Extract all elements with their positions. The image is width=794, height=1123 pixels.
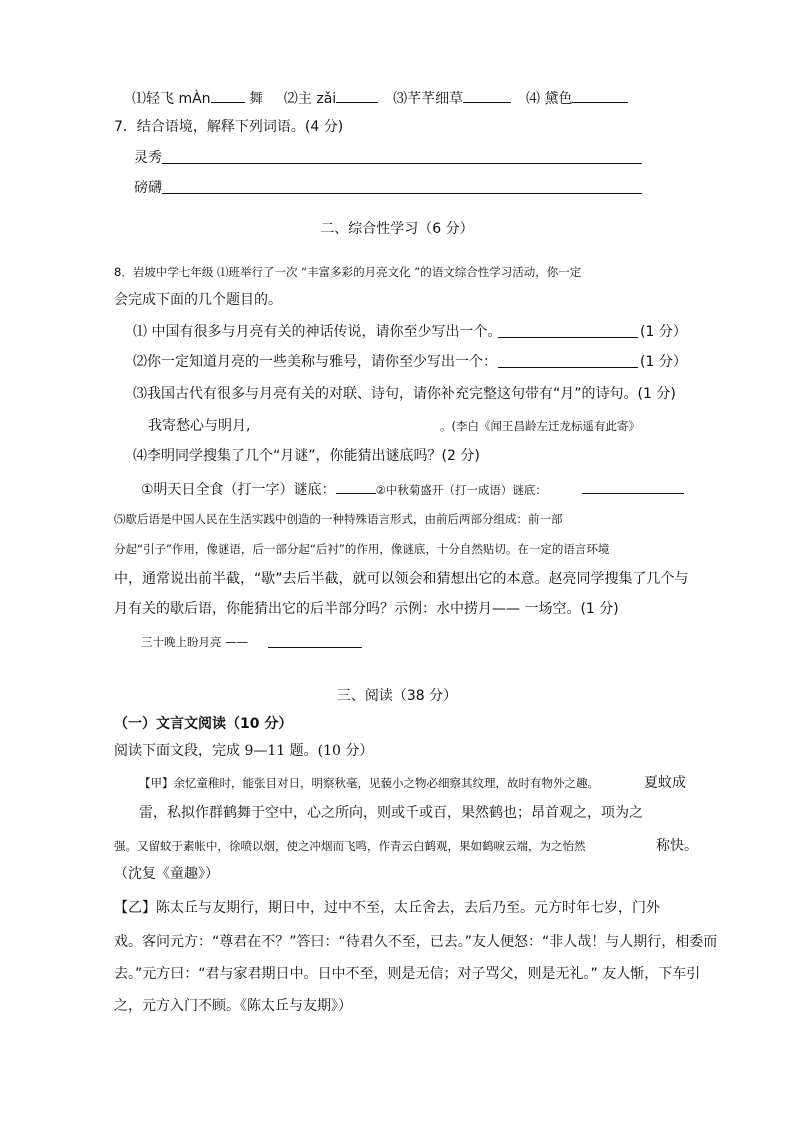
passage-jia-line1a: 【甲】余忆童稚时，能张目对日，明察秋毫，见藐小之物必细察其纹理，故时有物外之趣。 bbox=[139, 776, 599, 790]
q6-item1-suffix: 舞 bbox=[249, 91, 263, 107]
q7-term2-answer-line[interactable] bbox=[162, 193, 642, 194]
passage-jia-line2: 雷，私拟作群鹤舞于空中，心之所向，则或千或百，果然鹤也；昂首观之，项为之 bbox=[139, 805, 643, 821]
q7-term1-answer-line[interactable] bbox=[162, 163, 642, 164]
q8-riddle2-answer-line[interactable] bbox=[582, 493, 684, 494]
q8-sub1-score: (1 分） bbox=[640, 324, 687, 340]
q6-item1-blank[interactable] bbox=[211, 87, 245, 103]
passage-jia-line3b: 称快。 bbox=[656, 838, 698, 854]
q8-sub1-answer-line[interactable] bbox=[498, 337, 638, 338]
q6-item2-blank[interactable] bbox=[336, 87, 378, 103]
q6-item2-label: ⑵主 zǎi bbox=[283, 91, 337, 107]
q8-sub5-answer-line[interactable] bbox=[268, 647, 362, 648]
q8-sub4-riddles bbox=[141, 478, 547, 500]
q8-sub3-source: 。(李白《闻王昌龄左迁龙标遥有此寄》 bbox=[440, 419, 640, 433]
passage-yi-line1: 【乙】陈太丘与友期行，期日中，过中不至，太丘舍去，去后乃至。元方时年七岁，门外 bbox=[114, 900, 660, 916]
q8-sub1: ⑴ 中国有很多与月亮有关的神话传说，请你至少写出一个。 bbox=[133, 324, 502, 340]
q8-sub4: ⑷李明同学搜集了几个“月谜”，你能猜出谜底吗？(2 分) bbox=[133, 448, 480, 464]
q6-item4-blank[interactable] bbox=[572, 87, 628, 103]
q8-riddle1: ①明天日全食（打一字）谜底： bbox=[141, 482, 336, 498]
q8-sub5-line4: 月有关的歇后语，你能猜出它的后半部分吗？示例：水中捞月—— 一场空。(1 分) bbox=[114, 601, 619, 617]
section3-part1-instruction: 阅读下面文段，完成 9—11 题。(10 分） bbox=[114, 743, 374, 759]
passage-jia-line3a: 强。又留蚊于素帐中，徐喷以烟，使之冲烟而飞鸣，作青云白鹤观，果如鹤唳云端，为之怡然 bbox=[114, 839, 586, 853]
section3-part1-title: （一）文言文阅读（10 分） bbox=[114, 716, 293, 732]
q8-sub3-poem: 我寄愁心与明月, bbox=[148, 418, 251, 434]
q8-riddle1-blank[interactable] bbox=[336, 478, 376, 494]
q6-item3-blank[interactable] bbox=[463, 87, 511, 103]
passage-yi-line2: 戏。客问元方：“尊君在不？”答曰：“待君久不至，已去。”友人便怒：“非人哉！与人期行，相委而 bbox=[114, 934, 718, 950]
q8-sub2: ⑵你一定知道月亮的一些美称与雅号，请你至少写出一个： bbox=[133, 354, 497, 370]
section3-heading: 三、阅读（38 分） bbox=[336, 688, 458, 704]
section2-heading: 二、综合性学习（6 分） bbox=[320, 221, 474, 237]
q7-prompt: 7．结合语境，解释下列词语。(4 分) bbox=[114, 119, 344, 135]
q8-sub5-line3: 中，通常说出前半截，“歇”去后半截，就可以领会和猜想出它的本意。赵亮同学搜集了几个与 bbox=[114, 571, 689, 587]
q8-riddle2: ②中秋菊盛开（打一成语）谜底： bbox=[375, 483, 547, 497]
passage-yi-line3: 去。”元方曰：“君与家君期日中。日中不至，则是无信；对子骂父，则是无礼。” 友人惭，下车引 bbox=[114, 966, 701, 982]
q8-intro-line2: 会完成下面的几个题目的。 bbox=[114, 292, 282, 308]
q7-term1: 灵秀 bbox=[134, 150, 162, 166]
q8-sub5-line2: 分起“引子”作用，像谜语，后一部分起“后衬”的作用，像谜底，十分自然贴切。在一定的语言环境 bbox=[114, 542, 610, 556]
q7-term2: 磅礴 bbox=[134, 180, 162, 196]
passage-jia-source: （沈复《童趣》） bbox=[114, 866, 219, 882]
passage-jia-line1b: 夏蚊成 bbox=[644, 775, 686, 791]
passage-yi-line4: 之，元方入门不顾。《陈太丘与友期》） bbox=[114, 998, 352, 1014]
q6-row bbox=[132, 87, 628, 109]
q8-sub5-line1: ⑸歇后语是中国人民在生活实践中创造的一种特殊语言形式，由前后两部分组成：前一部 bbox=[114, 512, 563, 526]
q8-intro-line1: 8．岩坡中学七年级 ⑴班举行了一次 “丰富多彩的月亮文化 ”的语文综合性学习活动，你一定 bbox=[114, 265, 582, 279]
q8-sub3: ⑶我国古代有很多与月亮有关的对联、诗句，请你补充完整这句带有“月”的诗句。(1 分) bbox=[133, 386, 676, 402]
q8-sub2-answer-line[interactable] bbox=[498, 367, 638, 368]
q6-item4-label: ⑷ 黛色 bbox=[526, 91, 573, 107]
q8-sub2-score: (1 分） bbox=[640, 354, 687, 370]
q8-sub5-example: 三十晚上盼月亮 —— bbox=[141, 635, 249, 649]
q6-item3-label: ⑶芊芊细草 bbox=[393, 91, 464, 107]
q6-item1-label: ⑴轻飞 mÀn bbox=[132, 91, 211, 107]
